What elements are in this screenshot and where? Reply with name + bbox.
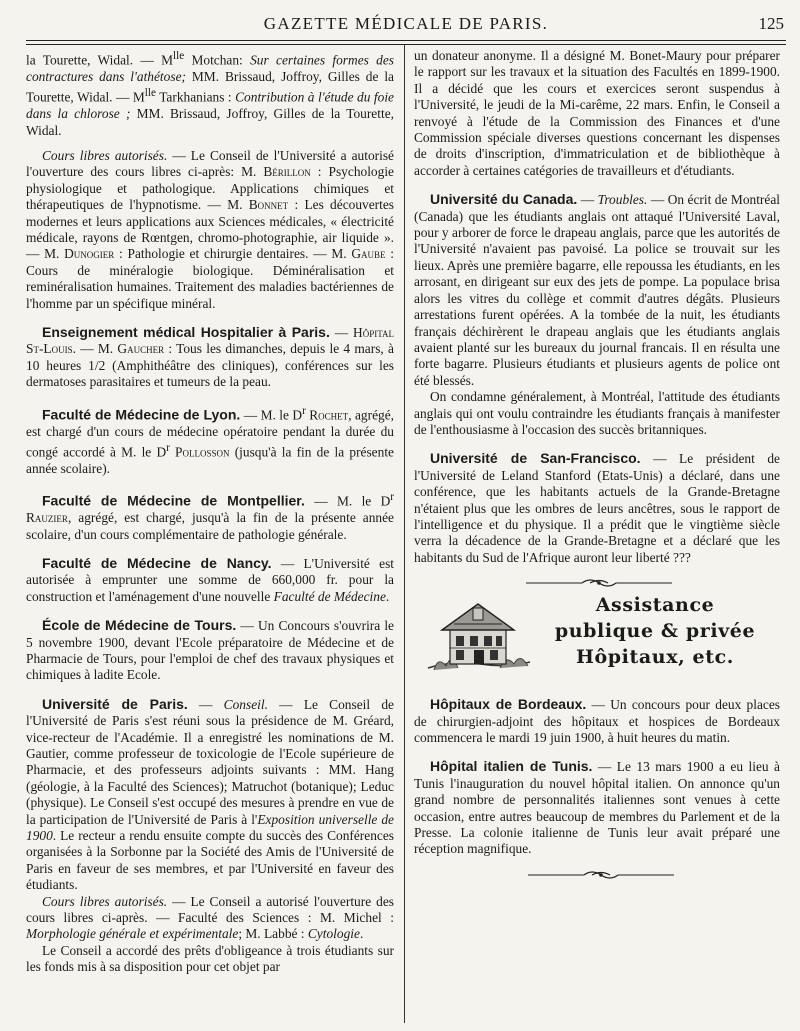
- tours-section: École de Médecine de Tours. — Un Concours s'ouvrira le 5 novembre 1900, devant l'Ecole préparatoire de Médecine et de Pharmacie de Tours, pour l'emploi de chef des travaux physiques et chimiques à ladite Ecole.: [26, 617, 394, 683]
- intro-continuation: la Tourette, Widal. — $M^{lle}$ Motchan: Sur certaines formes des contractures dans l'athétose; MM. Brissaud, Joffroy, Gilles de la Tourette, Widal. — $M^{lle}$ Tarkhanians : Contribution à l'étude du foie dans la chlorose ; MM. Brissaud, Joffroy, Gilles de la Tourette, Widal.: [26, 50, 394, 138]
- section-heading: Hôpitaux de Bordeaux.: [430, 696, 587, 713]
- footer-ornament: [414, 868, 780, 882]
- montpellier-section: Faculté de Médecine de Montpellier. — M. le $D^r$ Rauzier, agrégé, est chargé, jusqu'à la fin de la présente année scolaire, d'un cours complémentaire de pathologie générale.: [26, 491, 394, 542]
- tunis-section: Hôpital italien de Tunis. — Le 13 mars 1900 a eu lieu à Tunis l'inauguration du nouvel hôpital italien. On annonce qu'un grand nombre de personnalités italiennes sont venues à cette occasion, entre autres beaucoup de membres du Parlement et de la Presse. La colonie italienne de Tunis leur avait préparé une réception magnifique.: [414, 758, 780, 857]
- section-heading: Faculté de Médecine de Nancy.: [42, 554, 272, 571]
- left-column: [26, 48, 394, 976]
- lyon-section: Faculté de Médecine de Lyon. — M. le $D^r$ Rochet, agrégé, est chargé d'un cours de médecine opératoire pendant la durée du congé accordé à M. le $D^r$ Pollosson (jusqu'à la fin de la présente année scolaire).: [26, 404, 395, 476]
- header-rule: [26, 40, 786, 45]
- paris-continuation: un donateur anonyme. Il a désigné M. Bonet-Maury pour préparer le rapport sur les travaux et la situation des Facultés en 1899-1900. Il a décidé que les cours et exercices seront suspendus à l'Université, le jeudi de la Mi-carême, 22 mars. Enfin, le Conseil a renvoyé à l'étude de la Commission des Finances et d'une Commission spéciale diverses questions concernant les dispenses de droits d'inscription, d'immatriculation et de bibliothèque à accorder à certaines catégories de travailleurs et d'étudiants.: [414, 48, 780, 178]
- page-number: 125: [758, 14, 784, 33]
- right-column: [414, 48, 780, 882]
- section-heading: École de Médecine de Tours.: [42, 617, 237, 634]
- section-heading: Université du Canada.: [430, 191, 578, 208]
- flourish-icon: [526, 868, 676, 882]
- section-heading: Hôpital italien de Tunis.: [430, 758, 593, 775]
- banner-heading: Assistance publique & privée Hôpitaux, etc.: [554, 594, 756, 669]
- section-heading: Faculté de Médecine de Lyon.: [42, 406, 241, 423]
- ornament-divider: [414, 576, 780, 590]
- section-heading: Enseignement médical Hospitalier à Paris.: [42, 324, 330, 341]
- column-divider: [404, 44, 405, 1023]
- nancy-section: Faculté de Médecine de Nancy. — L'Université est autorisée à emprunter une somme de 660,000 fr. pour la construction et l'aménagement d'une nouvelle Faculté de Médecine.: [26, 554, 394, 604]
- bordeaux-section: Hôpitaux de Bordeaux. — Un concours pour deux places de chirurgien-adjoint des hôpitaux et hospices de Bordeaux commencera le mardi 19 juin 1900, à huit heures du matin.: [414, 696, 780, 745]
- paris-section: Université de Paris. — Conseil. — Le Conseil de l'Université de Paris s'est réuni sous la présidence de M. Gréard, vice-recteur de l'Académie. Il a enregistré les nominations de M. Gautier, comme professeur de toxicologie de l'Ecole supérieure de Pharmacie, et des professeurs adjoints suivants : MM. Hang (géologie, à la Faculté des Sciences); Matruchot (botanique); Leduc (physique). Le Conseil s'est occupé des mesures à prendre en vue de la participation de l'Université de Paris à l'Exposition universelle de 1900. Le recteur a rendu ensuite compte du succès des Conférences organisées à la Sorbonne par la Société des Amis de l'Université de Paris en faveur de ses membres, et par l'Université en faveur des étudiants. Cours libres autorisés. — Le Conseil a autorisé l'ouverture des cours libres ci-après. — Faculté des Sciences : M. Michel : Morphologie générale et expérimentale; M. Labbé : Cytologie. Le Conseil a accordé des prêts d'obligeance à trois étudiants sur les fonds mis à sa disposition pour cet objet par: [26, 695, 394, 975]
- section-heading: Université de San-Francisco.: [430, 450, 641, 467]
- running-title: GAZETTE MÉDICALE DE PARIS.: [263, 14, 549, 33]
- canada-section: Université du Canada. — Troubles. — On écrit de Montréal (Canada) que les étudiants anglais ont attaqué l'Université Laval, pour y arborer de force le drapeau anglais, parce que les autorités de l'Université n'avaient pas pavoisé. La police se trouvait sur les lieux. Après une première bagarre, elle repoussa les étudiants, en les arrosant, en dirigeant sur eux des jets de pompe. La populace brisa alors les vitres du collège et commit d'autres dégâts. Plusieurs arrestations furent opérées. A la tombée de la nuit, les étudiants français déchirèrent le drapeau anglais que les étudiants anglais avaient planté sur les bureaux du journal francais. Il en résulta une forte bagarre. Plusieurs étudiants et plusieurs agents de police ont été blessés. On condamne généralement, à Montréal, l'attitude des étudiants anglais qui ont voulu contraindre les étudiants français à manifester de l'enthousiasme à l'occasion des succès britanniques.: [414, 191, 780, 437]
- hospitalier-section: Enseignement médical Hospitalier à Paris. — Hôpital St-Louis. — M. Gaucher : Tous les dimanches, depuis le 4 mars, à 10 heures 1/2 (Amphithéâtre des cliniques), conférences sur les dermatoses parasitaires et tumeurs de la peau.: [26, 324, 394, 390]
- assistance-banner: [414, 576, 780, 684]
- section-heading: Faculté de Médecine de Montpellier.: [42, 492, 305, 509]
- flourish-icon: [524, 576, 674, 590]
- cours-libres-section: Cours libres autorisés. — Le Conseil de l'Université a autorisé l'ouverture des cours libres ci-après: M. Bérillon : Psychologie physiologique et pathologique. Applications chimiques et thérapeutiques de l'hypnotisme. — M. Bonnet : Les découvertes modernes et leurs applications aux Sciences médicales, « électricité médicale, rayons de Rœntgen, chromo-photographie, air liquide ». — M. Dunogier : Pathologie et chirurgie dentaires. — M. Gaube : Cours de minéralogie biologique. Déminéralisation et reminéralisation humaines. Traitement des maladies bactériennes de l'homme par un spécifique minéral.: [26, 147, 395, 311]
- sanfrancisco-section: Université de San-Francisco. — Le président de l'Université de Leland Stanford (Etats-Unis) a déclaré, dans une conférence, que les habitants actuels de la Grande-Bretagne n'étaient plus que les ombres de leurs ancêtres, sous le rapport de l'intelligence et du physique. Il a prédit que le vingtième siècle verra la décadence de la Grande-Bretagne et a déclaré que les habitants du Sud de l'Afrique auront leur liberté ???: [414, 450, 780, 565]
- page-header: [26, 10, 786, 36]
- section-heading: Université de Paris.: [42, 695, 188, 712]
- hospital-building-icon: [424, 594, 532, 672]
